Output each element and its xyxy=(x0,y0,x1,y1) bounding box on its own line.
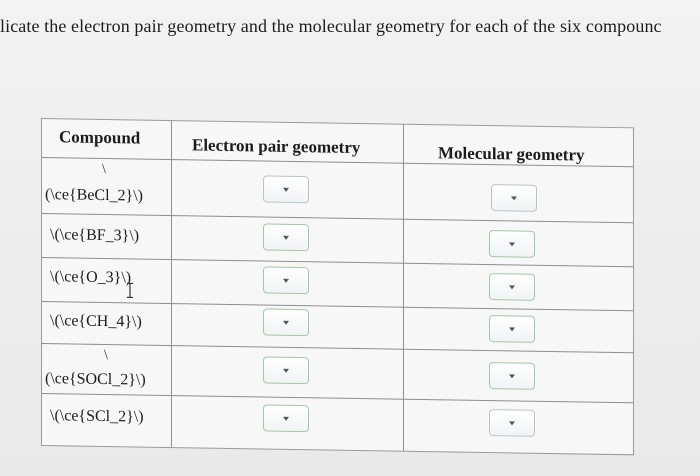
row-marker: \ xyxy=(102,161,106,178)
instruction-text: licate the electron pair geometry and the molecular geometry for each of the six compounc xyxy=(0,16,662,36)
row-divider xyxy=(42,213,633,223)
compound-cell: \(\ce{O_3}\) xyxy=(50,268,132,287)
molecular-geometry-dropdown[interactable] xyxy=(489,230,535,258)
column-divider xyxy=(403,125,404,451)
chevron-down-icon xyxy=(283,187,289,191)
electron-pair-geometry-dropdown[interactable] xyxy=(263,404,309,432)
molecular-geometry-dropdown[interactable] xyxy=(489,273,535,301)
molecular-geometry-dropdown[interactable] xyxy=(489,362,535,390)
row-divider xyxy=(42,393,633,403)
chevron-down-icon xyxy=(511,196,517,200)
electron-pair-geometry-dropdown[interactable] xyxy=(263,175,309,203)
chevron-down-icon xyxy=(283,368,289,372)
geometry-table xyxy=(41,118,634,455)
header-compound: Compound xyxy=(59,127,141,148)
chevron-down-icon xyxy=(283,278,289,282)
header-electron-pair-geometry: Electron pair geometry xyxy=(192,135,361,158)
chevron-down-icon xyxy=(509,327,515,331)
text-cursor-icon xyxy=(126,282,134,298)
row-divider xyxy=(42,257,633,267)
electron-pair-geometry-dropdown[interactable] xyxy=(263,356,309,384)
compound-cell: \(\ce{CH_4}\) xyxy=(50,312,142,331)
row-divider xyxy=(42,301,633,311)
chevron-down-icon xyxy=(283,320,289,324)
compound-cell: \(\ce{BF_3}\) xyxy=(50,226,140,245)
column-divider xyxy=(171,121,172,447)
molecular-geometry-dropdown[interactable] xyxy=(489,315,535,343)
compound-cell: \(\ce{SCl_2}\) xyxy=(50,407,144,426)
molecular-geometry-dropdown[interactable] xyxy=(491,184,537,212)
electron-pair-geometry-dropdown[interactable] xyxy=(263,308,309,336)
row-divider xyxy=(42,343,633,353)
chevron-down-icon xyxy=(509,242,515,246)
header-molecular-geometry: Molecular geometry xyxy=(438,143,585,165)
chevron-down-icon xyxy=(509,421,515,425)
electron-pair-geometry-dropdown[interactable] xyxy=(263,223,309,251)
row-marker: \ xyxy=(104,347,108,364)
chevron-down-icon xyxy=(509,374,515,378)
chevron-down-icon xyxy=(283,416,289,420)
compound-cell: (\ce{SOCl_2}\) xyxy=(45,370,146,389)
chevron-down-icon xyxy=(283,235,289,239)
electron-pair-geometry-dropdown[interactable] xyxy=(263,266,309,294)
chevron-down-icon xyxy=(509,285,515,289)
compound-cell: (\ce{BeCl_2}\) xyxy=(45,186,143,205)
molecular-geometry-dropdown[interactable] xyxy=(489,409,535,437)
